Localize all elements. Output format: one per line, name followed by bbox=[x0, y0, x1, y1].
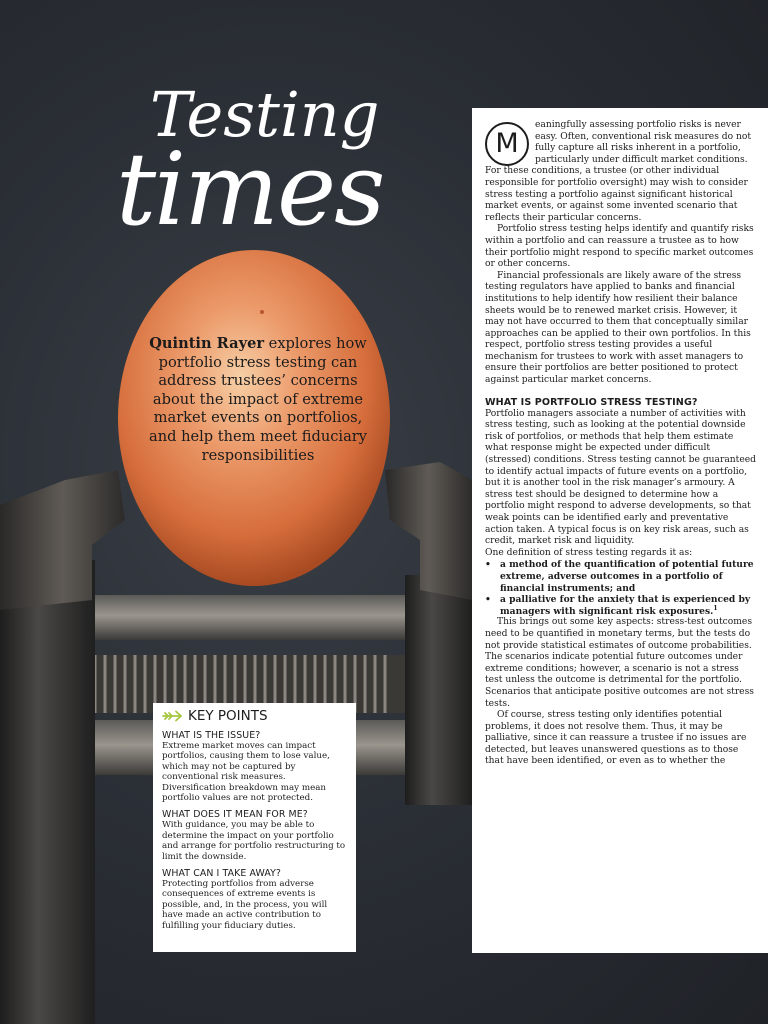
article-paragraph: Financial professionals are likely aware of the stress testing regulators have applied to banks and financial institutions to help identify how resilient their balance sheets would be to renewed market crisis. However, it may not have occurred to them that conceptually similar approaches can be applied to their own portfolios. In this respect, portfolio stress testing provides a useful mechanism for trustees to work with asset managers to ensure their portfolios are better positioned to protect against particular market concerns. bbox=[485, 270, 751, 386]
standfirst bbox=[140, 335, 376, 465]
list-item bbox=[485, 594, 758, 617]
key-answer: With guidance, you may be able to determine the impact on your portfolio and arrange for portfolio restructuring to limit the downside. bbox=[162, 820, 346, 862]
definition-list bbox=[485, 559, 758, 617]
author-name: Quintin Rayer bbox=[149, 335, 265, 352]
vice-right-post bbox=[405, 575, 472, 805]
article-paragraph: Of course, stress testing only identifies potential problems, it does not resolve them. Thus, it may be palliative, since it can reassure a trustee if no issues are detected, but leaves unanswered questions as to those that have been identified, or even as to whether the bbox=[485, 710, 747, 767]
vice-right-jaw bbox=[385, 462, 472, 600]
article-paragraph: eaningfully assessing portfolio risks is never easy. Often, conventional risk measures do not fully capture all risks inherent in a portfolio, particularly under difficult market conditions. For these conditions, a trustee (or other individual responsible for portfolio oversight) may wish to consider stress testing a portfolio against significant historical market events, or against some invented scenario that reflects their particular concerns. bbox=[485, 120, 752, 223]
list-item-text: a method of the quantification of potential future extreme, adverse outcomes in a portfolio of financial instruments; and bbox=[500, 559, 754, 594]
key-points-box bbox=[153, 703, 356, 952]
title-line-testing: Testing bbox=[150, 78, 380, 151]
key-question: WHAT CAN I TAKE AWAY? bbox=[162, 868, 282, 880]
key-points-header bbox=[162, 708, 348, 724]
article-body bbox=[472, 108, 768, 953]
key-points-title: KEY POINTS bbox=[188, 708, 268, 724]
article-paragraph: This brings out some key aspects: stress-test outcomes need to be quantified in monetary terms, but the tests do not provide statistical estimates of outcome probabilities. The scenarios indicate potential future outcomes under extreme conditions; however, a scenario is not a stress test unless the outcome is detrimental for the portfolio. Scenarios that anticipate positive outcomes are not stress tests. bbox=[485, 617, 754, 709]
list-item-text: a palliative for the anxiety that is experienced by managers with significant risk exposures. bbox=[500, 594, 751, 617]
standfirst-text: explores how portfolio stress testing can address trustees’ concerns about the impact of extreme market events on portfolios, and help them meet fiduciary responsibilities bbox=[149, 335, 367, 464]
article-paragraph: Portfolio managers associate a number of activities with stress testing, such as looking at the potential downside risk of portfolios, or methods that help them estimate what response might be expected under difficult (stressed) conditions. Stress testing cannot be guaranteed to identify actual impacts of future events on a portfolio, but it is another tool in the risk manager’s armoury. A stress test should be designed to determine how a portfolio might respond to adverse developments, so that weak points can be identified early and preventative action taken. A typical focus is on key risk areas, such as credit, market risk and liquidity. bbox=[485, 408, 756, 547]
definition-intro: One definition of stress testing regards it as: bbox=[485, 547, 693, 558]
section-heading: WHAT IS PORTFOLIO STRESS TESTING? bbox=[485, 396, 698, 408]
list-item bbox=[485, 559, 758, 594]
vice-left-post bbox=[0, 560, 95, 1024]
arrow-right-icon bbox=[162, 710, 184, 722]
key-question: WHAT DOES IT MEAN FOR ME? bbox=[162, 809, 308, 821]
title-line-times: times bbox=[116, 131, 384, 248]
key-question: WHAT IS THE ISSUE? bbox=[162, 730, 261, 741]
key-answer: Extreme market moves can impact portfolios, causing them to lose value, which may not be captured by conventional risk measures. Diversification breakdown may mean portfolio values are not protected. bbox=[162, 741, 330, 804]
footnote-reference: 1 bbox=[713, 604, 718, 612]
vice-left-jaw bbox=[0, 470, 125, 610]
article-paragraph: Portfolio stress testing helps identify and quantify risks within a portfolio and can reassure a trustee as to how their portfolio might respond to specific market outcomes or other concerns. bbox=[485, 224, 754, 270]
key-answer: Protecting portfolios from adverse consequences of extreme events is possible, and, in the process, you will have made an active contribution to fulfilling your fiduciary duties. bbox=[162, 879, 328, 931]
drop-cap-circle: M bbox=[485, 122, 529, 166]
